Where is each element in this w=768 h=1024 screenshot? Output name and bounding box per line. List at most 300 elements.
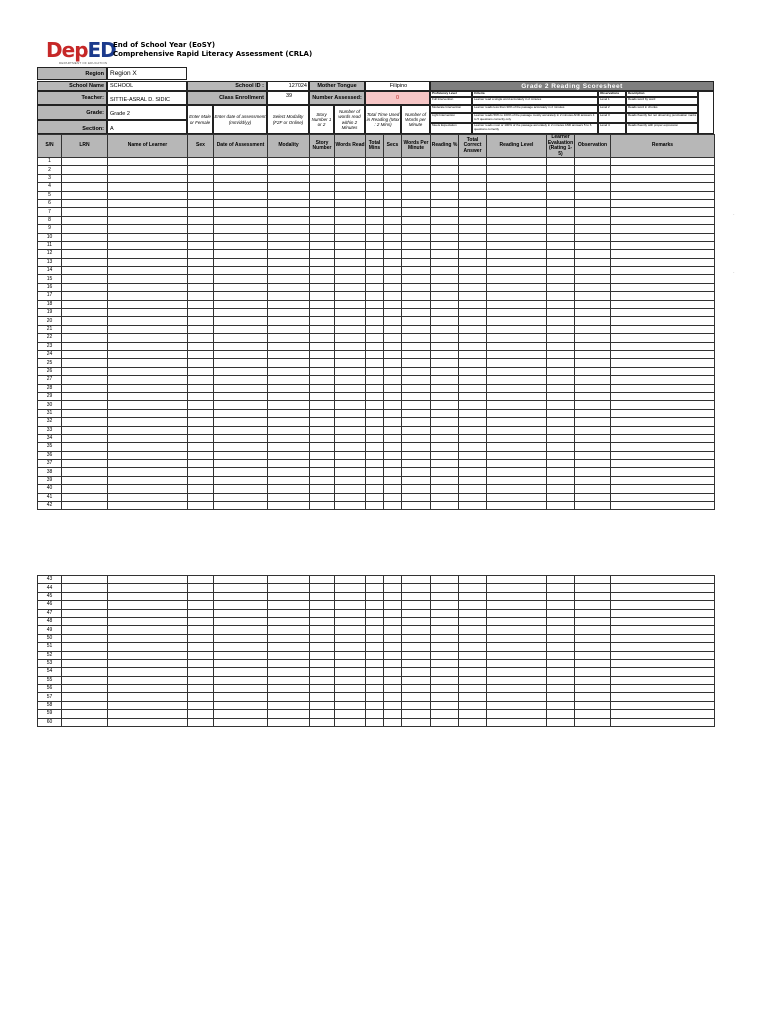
table-cell[interactable] [611,426,715,434]
table-cell[interactable] [62,199,108,207]
table-cell[interactable] [366,367,384,375]
table-cell[interactable] [431,199,459,207]
table-cell[interactable] [384,275,402,283]
table-cell[interactable] [188,693,214,701]
table-cell[interactable] [335,158,366,166]
table-cell[interactable] [575,258,611,266]
table-cell[interactable] [268,693,310,701]
table-cell[interactable] [188,718,214,726]
table-cell[interactable] [366,493,384,501]
table-cell[interactable] [402,485,431,493]
table-cell[interactable] [547,584,575,592]
table-cell[interactable] [366,233,384,241]
table-cell[interactable] [575,409,611,417]
table-cell[interactable] [310,216,335,224]
table-cell[interactable] [188,493,214,501]
table-cell[interactable] [188,216,214,224]
table-cell[interactable] [384,668,402,676]
table-cell[interactable] [366,460,384,468]
table-cell[interactable] [366,701,384,709]
table-cell[interactable] [366,468,384,476]
table-cell[interactable] [214,166,268,174]
table-cell[interactable] [188,334,214,342]
table-cell[interactable] [366,693,384,701]
table-cell[interactable] [366,300,384,308]
table-cell[interactable] [611,634,715,642]
table-cell[interactable] [214,275,268,283]
table-cell[interactable] [188,359,214,367]
table-cell[interactable] [431,460,459,468]
table-cell[interactable] [402,225,431,233]
table-cell[interactable] [188,626,214,634]
table-cell[interactable] [384,359,402,367]
table-cell[interactable] [310,476,335,484]
table-cell[interactable] [108,174,188,182]
table-cell[interactable] [310,250,335,258]
table-cell[interactable] [487,283,547,291]
table-cell[interactable] [547,199,575,207]
table-cell[interactable] [431,718,459,726]
table-cell[interactable] [268,634,310,642]
table-cell[interactable] [214,634,268,642]
table-cell[interactable] [310,275,335,283]
table-cell[interactable] [575,392,611,400]
table-cell[interactable] [268,584,310,592]
table-cell[interactable] [108,502,188,510]
table-cell[interactable] [366,592,384,600]
table-cell[interactable] [366,451,384,459]
table-cell[interactable] [611,350,715,358]
table-cell[interactable] [310,334,335,342]
table-cell[interactable] [547,325,575,333]
table-cell[interactable] [62,317,108,325]
table-cell[interactable] [547,476,575,484]
table-cell[interactable] [402,710,431,718]
table-cell[interactable] [214,584,268,592]
table-cell[interactable] [366,267,384,275]
table-cell[interactable] [108,191,188,199]
table-cell[interactable] [611,233,715,241]
table-cell[interactable] [575,617,611,625]
table-cell[interactable] [188,384,214,392]
table-cell[interactable] [575,174,611,182]
table-cell[interactable] [575,292,611,300]
table-cell[interactable] [188,283,214,291]
table-cell[interactable] [366,617,384,625]
table-cell[interactable] [487,576,547,584]
table-cell[interactable] [268,460,310,468]
table-cell[interactable] [335,283,366,291]
table-cell[interactable] [384,626,402,634]
table-cell[interactable] [611,502,715,510]
table-cell[interactable] [268,376,310,384]
table-cell[interactable] [459,241,487,249]
table-cell[interactable] [547,460,575,468]
table-cell[interactable] [459,434,487,442]
table-cell[interactable] [384,216,402,224]
school-name-field[interactable]: SCHOOL [107,81,187,91]
table-cell[interactable] [214,267,268,275]
table-cell[interactable] [188,617,214,625]
table-cell[interactable] [62,241,108,249]
table-cell[interactable] [310,350,335,358]
table-cell[interactable] [188,710,214,718]
table-cell[interactable] [575,584,611,592]
table-cell[interactable] [310,668,335,676]
table-cell[interactable] [547,426,575,434]
table-cell[interactable] [335,401,366,409]
table-cell[interactable] [310,384,335,392]
table-cell[interactable] [547,309,575,317]
table-cell[interactable] [310,208,335,216]
table-cell[interactable] [575,183,611,191]
table-cell[interactable] [268,267,310,275]
table-cell[interactable] [459,350,487,358]
table-cell[interactable] [214,676,268,684]
table-cell[interactable] [62,334,108,342]
table-cell[interactable] [188,275,214,283]
table-cell[interactable] [214,493,268,501]
table-cell[interactable] [611,191,715,199]
table-cell[interactable] [402,418,431,426]
mother-tongue-field[interactable]: Filipino [365,81,430,91]
table-cell[interactable] [459,174,487,182]
table-cell[interactable] [402,693,431,701]
table-cell[interactable] [366,183,384,191]
table-cell[interactable] [611,701,715,709]
table-cell[interactable] [487,208,547,216]
table-cell[interactable] [268,309,310,317]
table-cell[interactable] [459,601,487,609]
table-cell[interactable] [459,476,487,484]
table-cell[interactable] [268,250,310,258]
table-cell[interactable] [335,250,366,258]
table-cell[interactable] [384,392,402,400]
table-cell[interactable] [459,283,487,291]
table-cell[interactable] [547,718,575,726]
table-cell[interactable] [487,451,547,459]
table-cell[interactable] [459,359,487,367]
table-cell[interactable] [431,275,459,283]
table-cell[interactable] [310,468,335,476]
table-cell[interactable] [268,592,310,600]
table-cell[interactable] [611,392,715,400]
table-cell[interactable] [108,376,188,384]
table-cell[interactable] [402,317,431,325]
table-cell[interactable] [384,609,402,617]
table-cell[interactable] [459,384,487,392]
table-cell[interactable] [188,174,214,182]
table-cell[interactable] [108,292,188,300]
table-cell[interactable] [62,451,108,459]
table-cell[interactable] [188,701,214,709]
table-cell[interactable] [108,392,188,400]
table-cell[interactable] [188,676,214,684]
table-cell[interactable] [384,651,402,659]
table-cell[interactable] [62,401,108,409]
table-cell[interactable] [214,409,268,417]
table-cell[interactable] [575,434,611,442]
table-cell[interactable] [487,701,547,709]
table-cell[interactable] [487,401,547,409]
table-cell[interactable] [402,451,431,459]
table-cell[interactable] [384,384,402,392]
table-cell[interactable] [384,283,402,291]
table-cell[interactable] [310,701,335,709]
table-cell[interactable] [487,668,547,676]
table-cell[interactable] [611,208,715,216]
table-cell[interactable] [268,659,310,667]
table-cell[interactable] [188,191,214,199]
table-cell[interactable] [268,199,310,207]
table-cell[interactable] [188,267,214,275]
table-cell[interactable] [431,300,459,308]
table-cell[interactable] [431,317,459,325]
table-cell[interactable] [310,426,335,434]
table-cell[interactable] [188,609,214,617]
table-cell[interactable] [310,283,335,291]
table-cell[interactable] [108,451,188,459]
table-cell[interactable] [335,392,366,400]
table-cell[interactable] [384,643,402,651]
table-cell[interactable] [366,334,384,342]
table-cell[interactable] [611,267,715,275]
table-cell[interactable] [366,443,384,451]
table-cell[interactable] [268,233,310,241]
table-cell[interactable] [310,199,335,207]
table-cell[interactable] [487,325,547,333]
table-cell[interactable] [366,392,384,400]
table-cell[interactable] [459,651,487,659]
table-cell[interactable] [547,701,575,709]
table-cell[interactable] [214,476,268,484]
table-cell[interactable] [310,584,335,592]
table-cell[interactable] [575,208,611,216]
table-cell[interactable] [108,350,188,358]
table-cell[interactable] [335,693,366,701]
table-cell[interactable] [547,216,575,224]
table-cell[interactable] [431,392,459,400]
table-cell[interactable] [459,258,487,266]
table-cell[interactable] [459,502,487,510]
table-cell[interactable] [366,225,384,233]
table-cell[interactable] [62,676,108,684]
table-cell[interactable] [384,451,402,459]
table-cell[interactable] [547,183,575,191]
table-cell[interactable] [214,460,268,468]
table-cell[interactable] [366,241,384,249]
table-cell[interactable] [188,418,214,426]
table-cell[interactable] [431,334,459,342]
table-cell[interactable] [214,258,268,266]
table-cell[interactable] [487,685,547,693]
table-cell[interactable] [575,476,611,484]
table-cell[interactable] [214,158,268,166]
teacher-field[interactable]: SITTIE-ASRAL D. SIDIC [107,91,187,105]
table-cell[interactable] [108,250,188,258]
table-cell[interactable] [487,710,547,718]
table-cell[interactable] [108,166,188,174]
table-cell[interactable] [108,576,188,584]
table-cell[interactable] [366,426,384,434]
table-cell[interactable] [335,485,366,493]
table-cell[interactable] [188,685,214,693]
table-cell[interactable] [611,476,715,484]
table-cell[interactable] [402,584,431,592]
table-cell[interactable] [384,634,402,642]
table-cell[interactable] [335,309,366,317]
table-cell[interactable] [547,392,575,400]
table-cell[interactable] [431,426,459,434]
table-cell[interactable] [214,718,268,726]
table-cell[interactable] [366,476,384,484]
table-cell[interactable] [62,418,108,426]
table-cell[interactable] [214,199,268,207]
table-cell[interactable] [188,208,214,216]
table-cell[interactable] [214,233,268,241]
table-cell[interactable] [384,617,402,625]
table-cell[interactable] [575,283,611,291]
table-cell[interactable] [310,241,335,249]
table-cell[interactable] [402,267,431,275]
table-cell[interactable] [547,443,575,451]
table-cell[interactable] [547,300,575,308]
table-cell[interactable] [268,601,310,609]
table-cell[interactable] [611,659,715,667]
table-cell[interactable] [547,191,575,199]
table-cell[interactable] [268,275,310,283]
table-cell[interactable] [487,476,547,484]
table-cell[interactable] [459,718,487,726]
table-cell[interactable] [547,634,575,642]
table-cell[interactable] [214,334,268,342]
table-cell[interactable] [214,468,268,476]
table-cell[interactable] [214,601,268,609]
table-cell[interactable] [384,158,402,166]
table-cell[interactable] [384,701,402,709]
table-cell[interactable] [268,158,310,166]
table-cell[interactable] [431,617,459,625]
table-cell[interactable] [214,300,268,308]
table-cell[interactable] [575,634,611,642]
table-cell[interactable] [611,468,715,476]
table-cell[interactable] [188,576,214,584]
table-cell[interactable] [402,199,431,207]
table-cell[interactable] [188,451,214,459]
table-cell[interactable] [188,158,214,166]
table-cell[interactable] [310,191,335,199]
table-cell[interactable] [611,317,715,325]
table-cell[interactable] [547,283,575,291]
table-cell[interactable] [431,409,459,417]
table-cell[interactable] [611,460,715,468]
table-cell[interactable] [459,334,487,342]
table-cell[interactable] [547,651,575,659]
table-cell[interactable] [431,250,459,258]
table-cell[interactable] [575,468,611,476]
table-cell[interactable] [214,693,268,701]
table-cell[interactable] [431,710,459,718]
table-cell[interactable] [108,426,188,434]
table-cell[interactable] [335,267,366,275]
table-cell[interactable] [108,334,188,342]
table-cell[interactable] [402,476,431,484]
table-cell[interactable] [487,718,547,726]
table-cell[interactable] [62,601,108,609]
table-cell[interactable] [310,693,335,701]
table-cell[interactable] [108,241,188,249]
table-cell[interactable] [384,250,402,258]
table-cell[interactable] [268,208,310,216]
table-cell[interactable] [366,659,384,667]
table-cell[interactable] [431,342,459,350]
table-cell[interactable] [384,592,402,600]
table-cell[interactable] [188,392,214,400]
table-cell[interactable] [310,634,335,642]
table-cell[interactable] [547,317,575,325]
table-cell[interactable] [335,174,366,182]
table-cell[interactable] [402,250,431,258]
table-cell[interactable] [431,233,459,241]
table-cell[interactable] [575,325,611,333]
table-cell[interactable] [188,460,214,468]
table-cell[interactable] [366,718,384,726]
table-cell[interactable] [268,174,310,182]
table-cell[interactable] [384,258,402,266]
table-cell[interactable] [575,460,611,468]
table-cell[interactable] [384,502,402,510]
table-cell[interactable] [108,325,188,333]
table-cell[interactable] [335,208,366,216]
table-cell[interactable] [487,626,547,634]
table-cell[interactable] [310,710,335,718]
table-cell[interactable] [62,216,108,224]
table-cell[interactable] [547,710,575,718]
table-cell[interactable] [335,634,366,642]
table-cell[interactable] [214,317,268,325]
table-cell[interactable] [310,267,335,275]
table-cell[interactable] [547,250,575,258]
table-cell[interactable] [335,166,366,174]
table-cell[interactable] [384,434,402,442]
table-cell[interactable] [575,166,611,174]
table-cell[interactable] [108,300,188,308]
table-cell[interactable] [431,191,459,199]
table-cell[interactable] [459,367,487,375]
table-cell[interactable] [108,609,188,617]
table-cell[interactable] [335,434,366,442]
table-cell[interactable] [188,426,214,434]
table-cell[interactable] [62,359,108,367]
table-cell[interactable] [459,418,487,426]
table-cell[interactable] [402,208,431,216]
table-cell[interactable] [547,342,575,350]
table-cell[interactable] [214,609,268,617]
table-cell[interactable] [402,626,431,634]
table-cell[interactable] [62,701,108,709]
table-cell[interactable] [402,283,431,291]
table-cell[interactable] [62,576,108,584]
table-cell[interactable] [214,651,268,659]
table-cell[interactable] [611,493,715,501]
table-cell[interactable] [214,367,268,375]
table-cell[interactable] [214,359,268,367]
table-cell[interactable] [335,592,366,600]
table-cell[interactable] [108,225,188,233]
table-cell[interactable] [402,434,431,442]
table-cell[interactable] [310,718,335,726]
table-cell[interactable] [611,434,715,442]
